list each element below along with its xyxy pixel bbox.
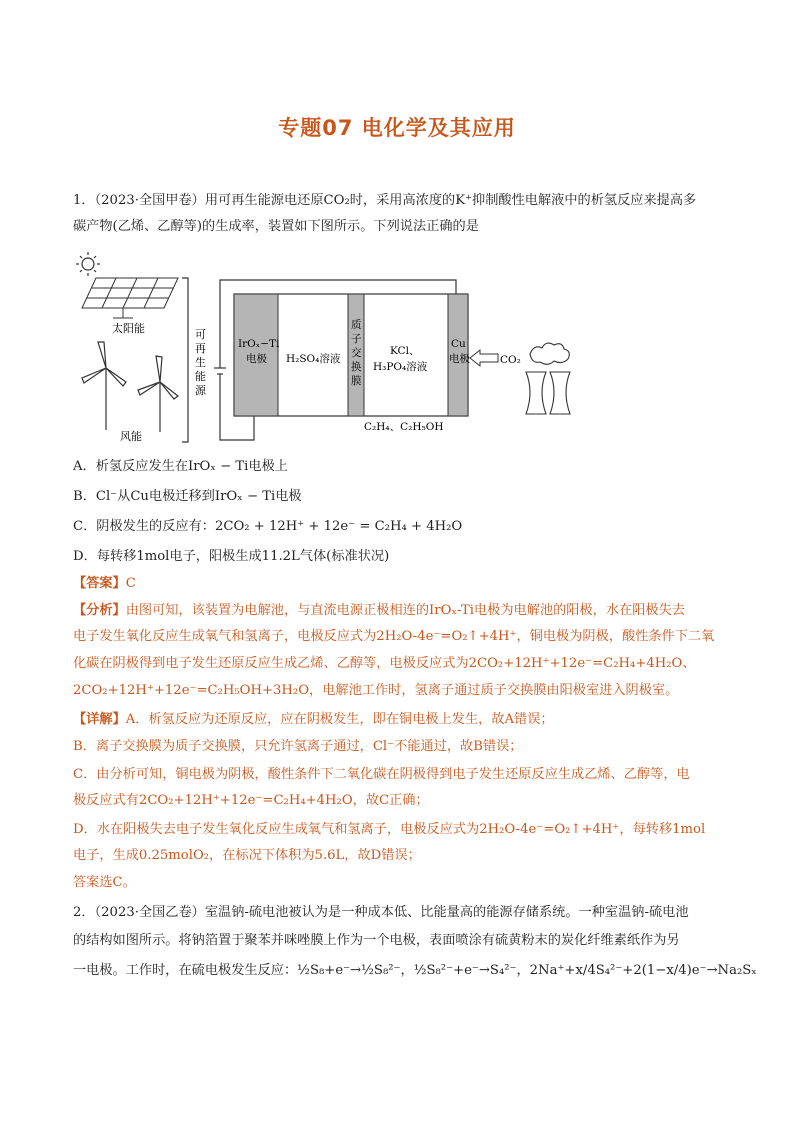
q1-option-b: B．Cl⁻从Cu电极迁移到IrOₓ − Ti电极 xyxy=(73,489,302,504)
electrolysis-diagram xyxy=(68,250,628,450)
svg-text:换: 换 xyxy=(351,361,362,373)
sun-icon xyxy=(76,252,100,276)
anode-label-2: 电极 xyxy=(246,353,267,365)
svg-text:交: 交 xyxy=(351,347,362,359)
detail-line-1: 【详解】A．析氢反应为还原反应，应在阴极发生，即在铜电极上发生，故A错误； xyxy=(73,712,554,727)
q2-line-3: 一电极。工作时，在硫电极发生反应：½S₈+e⁻→½S₈²⁻，½S₈²⁻+e⁻→S₄²⁻，2Na⁺+x/4S₄²⁻+2(1−x/4)e⁻→Na₂Sₓ xyxy=(73,963,757,978)
cathode-label-2: 电极 xyxy=(449,353,470,365)
detail-line-4: 极反应式有2CO₂+12H⁺+12e⁻=C₂H₄+4H₂O，故C正确； xyxy=(73,793,429,808)
q1-option-c: C．阴极发生的反应有：2CO₂ + 12H⁺ + 12e⁻ = C₂H₄ + 4H₂O xyxy=(73,519,463,534)
detail-line-3: C．由分析可知，铜电极为阴极，酸性条件下二氧化碳在阴极得到电子发生还原反应生成乙烯、乙醇等，电 xyxy=(73,767,690,782)
analysis-line-3: 化碳在阴极得到电子发生还原反应生成乙烯、乙醇等，电极反应式为2CO₂+12H⁺+12e⁻=C₂H₄+4H₂O、 xyxy=(73,656,696,671)
svg-text:生: 生 xyxy=(195,356,206,369)
svg-text:可: 可 xyxy=(195,328,206,341)
co2-label: CO₂ xyxy=(500,354,521,366)
factory-icon xyxy=(526,343,570,414)
detail-line-2: B．离子交换膜为质子交换膜，只允许氢离子通过，Cl⁻不能通过，故B错误； xyxy=(73,739,523,754)
svg-text:再: 再 xyxy=(195,342,206,355)
q1-option-d: D．每转移1mol电子，阳极生成11.2L气体(标准状况) xyxy=(73,549,390,564)
renewable-label xyxy=(195,328,207,397)
svg-text:膜: 膜 xyxy=(351,375,362,387)
svg-text:子: 子 xyxy=(351,333,362,345)
right-solution-label-1: KCl、 xyxy=(390,345,420,357)
answer-row xyxy=(73,575,733,593)
answer-value: C xyxy=(125,576,136,591)
detail-line-7: 答案选C。 xyxy=(73,875,136,890)
analysis-line-1: 【分析】由图可知，该装置为电解池，与直流电源正极相连的IrOₓ-Ti电极为电解池的阳极，水在阳极失去 xyxy=(73,603,685,618)
cathode-label-1: Cu xyxy=(451,338,466,350)
right-solution-label-2: H₃PO₄溶液 xyxy=(373,361,428,373)
q2-line-1: 2．（2023·全国乙卷）室温钠-硫电池被认为是一种成本低、比能量高的能源存储系统。一种室温钠-硫电池 xyxy=(73,905,689,920)
wind-label: 风能 xyxy=(120,430,142,443)
analysis-line-4: 2CO₂+12H⁺+12e⁻=C₂H₅OH+3H₂O，电解池工作时，氢离子通过质子交换膜由阳极室进入阴极室。 xyxy=(73,683,679,698)
arrow-left-icon xyxy=(470,350,498,366)
svg-text:质: 质 xyxy=(351,319,362,331)
analysis-line-2: 电子发生氧化反应生成氧气和氢离子，电极反应式为2H₂O-4e⁻=O₂↑+4H⁺，铜电极为阴极，酸性条件下二氧 xyxy=(73,629,715,644)
left-solution-label: H₂SO₄溶液 xyxy=(286,353,341,365)
products-label: C₂H₄、C₂H₅OH xyxy=(364,421,444,433)
svg-text:能: 能 xyxy=(195,370,206,383)
answer-tag: 【答案】 xyxy=(73,576,126,591)
q2-line-2: 的结构如图所示。将钠箔置于聚苯并咪唑膜上作为一个电极，表面喷涂有硫黄粉末的炭化纤维素纸作为另 xyxy=(73,933,680,948)
solar-panel-icon xyxy=(82,278,178,318)
detail-line-6: 电子，生成0.25molO₂，在标况下体积为5.6L，故D错误； xyxy=(73,848,421,863)
wind-turbine-icon xyxy=(82,342,178,432)
svg-text:源: 源 xyxy=(195,384,206,397)
detail-line-5: D．水在阳极失去电子发生氧化反应生成氧气和氢离子，电极反应式为2H₂O-4e⁻=O₂↑+4H⁺，每转移1mol xyxy=(73,822,706,837)
q1-option-a: A．析氢反应发生在IrOₓ − Ti电极上 xyxy=(73,459,288,474)
q1-stem-line1: 1．（2023·全国甲卷）用可再生能源电还原CO₂时，采用高浓度的K⁺抑制酸性电解液中的析氢反应来提高多 xyxy=(73,193,697,208)
q1-stem-line2: 碳产物(乙烯、乙醇等)的生成率，装置如下图所示。下列说法正确的是 xyxy=(73,219,479,234)
anode-label-1: IrOₓ−Ti xyxy=(238,338,280,350)
page-title: 专题07 电化学及其应用 xyxy=(278,116,516,140)
solar-label: 太阳能 xyxy=(112,322,145,335)
